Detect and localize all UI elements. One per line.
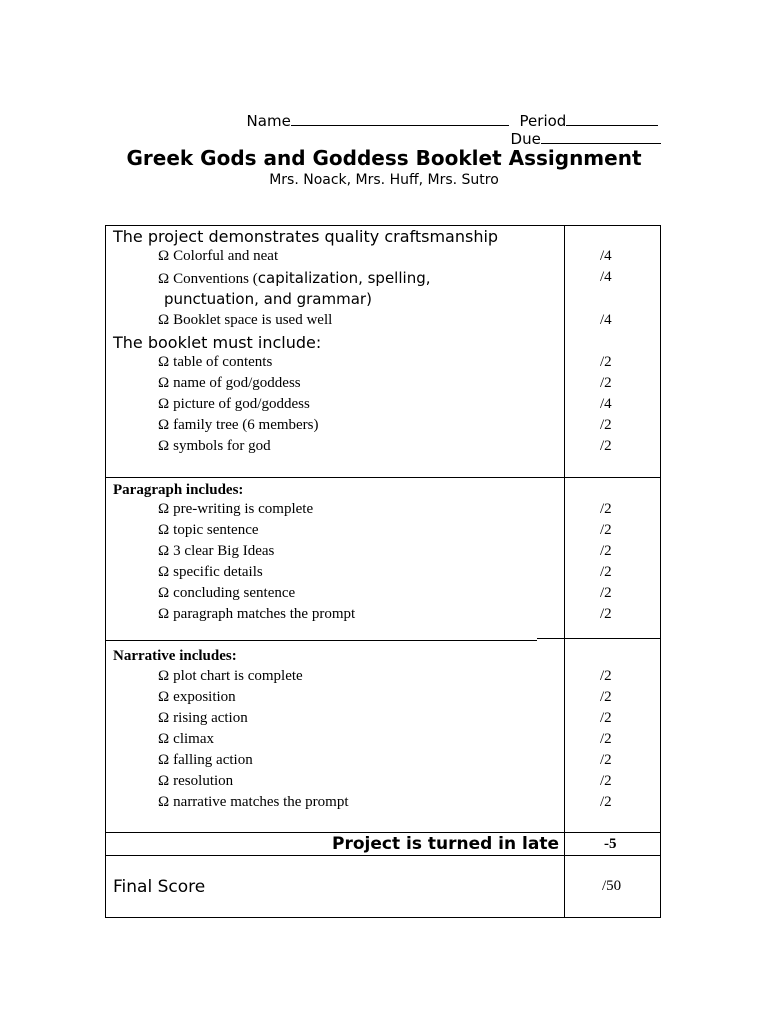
omega-bullet-icon: Ω — [158, 375, 170, 391]
item-score: /2 — [600, 375, 612, 391]
list-item: Ω 3 clear Big Ideas — [158, 543, 275, 559]
omega-bullet-icon: Ω — [158, 689, 170, 705]
item-score: /4 — [600, 396, 612, 412]
row-divider — [105, 640, 537, 641]
item-score: /2 — [600, 606, 612, 622]
item-score: /4 — [600, 248, 612, 264]
list-item: Ω pre-writing is complete — [158, 501, 314, 517]
page-title: Greek Gods and Goddess Booklet Assignment — [126, 146, 642, 170]
late-label: Project is turned in late — [331, 834, 559, 854]
omega-bullet-icon: Ω — [158, 606, 170, 622]
item-score: /2 — [600, 564, 612, 580]
late-score: -5 — [604, 836, 617, 852]
omega-bullet-icon: Ω — [158, 710, 170, 726]
list-item: Ω paragraph matches the prompt — [158, 606, 356, 622]
item-score: /2 — [600, 773, 612, 789]
omega-bullet-icon: Ω — [158, 731, 170, 747]
omega-bullet-icon: Ω — [158, 564, 170, 580]
list-item: Ω narrative matches the prompt — [158, 794, 349, 810]
list-item: Ω resolution — [158, 773, 234, 789]
list-item: Ω falling action — [158, 752, 253, 768]
list-item-continuation: punctuation, and grammar) — [164, 290, 372, 308]
list-item: Ω Booklet space is used well — [158, 312, 333, 328]
name-label: Name — [246, 112, 291, 130]
final-score-value: /50 — [602, 878, 622, 894]
item-score: /4 — [600, 312, 612, 328]
list-item: Ω Colorful and neat — [158, 248, 279, 264]
due-label: Due — [510, 130, 541, 148]
row-divider — [105, 855, 661, 856]
list-item: Ω name of god/goddess — [158, 375, 301, 391]
teacher-names: Mrs. Noack, Mrs. Huff, Mrs. Sutro — [269, 172, 499, 188]
item-score: /2 — [600, 710, 612, 726]
omega-bullet-icon: Ω — [158, 354, 170, 370]
item-score: /2 — [600, 522, 612, 538]
omega-bullet-icon: Ω — [158, 752, 170, 768]
list-item: Ω concluding sentence — [158, 585, 296, 601]
item-score: /2 — [600, 668, 612, 684]
item-score: /2 — [600, 794, 612, 810]
list-item: Ω symbols for god — [158, 438, 271, 454]
item-score: /2 — [600, 689, 612, 705]
omega-bullet-icon: Ω — [158, 396, 170, 412]
item-score: /2 — [600, 354, 612, 370]
final-score-label: Final Score — [113, 877, 206, 897]
score-column-divider — [564, 225, 565, 918]
omega-bullet-icon: Ω — [158, 794, 170, 810]
row-divider — [105, 477, 661, 478]
row-divider — [105, 832, 661, 833]
list-item: Ω table of contents — [158, 354, 273, 370]
list-item: Ω topic sentence — [158, 522, 259, 538]
item-score: /2 — [600, 731, 612, 747]
omega-bullet-icon: Ω — [158, 773, 170, 789]
booklet-heading: The booklet must include: — [113, 333, 322, 352]
paragraph-heading: Paragraph includes: — [113, 482, 244, 498]
narrative-heading: Narrative includes: — [113, 648, 237, 664]
omega-bullet-icon: Ω — [158, 522, 170, 538]
item-score: /2 — [600, 752, 612, 768]
omega-bullet-icon: Ω — [158, 438, 170, 454]
omega-bullet-icon: Ω — [158, 417, 170, 433]
list-item: Ω climax — [158, 731, 214, 747]
omega-bullet-icon: Ω — [158, 585, 170, 601]
list-item: Ω plot chart is complete — [158, 668, 303, 684]
item-score: /2 — [600, 585, 612, 601]
omega-bullet-icon: Ω — [158, 668, 170, 684]
omega-bullet-icon: Ω — [158, 312, 170, 328]
omega-bullet-icon: Ω — [158, 543, 170, 559]
item-score: /2 — [600, 417, 612, 433]
item-score: /2 — [600, 438, 612, 454]
name-field-row — [237, 93, 509, 130]
item-score: /2 — [600, 543, 612, 559]
item-score: /2 — [600, 501, 612, 517]
due-field-row — [501, 111, 661, 148]
omega-bullet-icon: Ω — [158, 501, 170, 517]
list-item: Ω specific details — [158, 564, 263, 580]
quality-heading: The project demonstrates quality craftsmanship — [113, 227, 499, 246]
item-score: /4 — [600, 269, 612, 285]
list-item: Ω rising action — [158, 710, 248, 726]
list-item: Ω picture of god/goddess — [158, 396, 310, 412]
omega-bullet-icon: Ω — [158, 271, 170, 287]
due-blank[interactable] — [541, 129, 661, 144]
period-label: Period — [519, 112, 567, 130]
list-item: Ω family tree (6 members) — [158, 417, 319, 433]
list-item: Ω exposition — [158, 689, 236, 705]
name-blank[interactable] — [291, 111, 509, 126]
row-divider — [537, 638, 660, 639]
omega-bullet-icon: Ω — [158, 248, 170, 264]
list-item: Ω Conventions (capitalization, spelling, — [158, 269, 431, 287]
